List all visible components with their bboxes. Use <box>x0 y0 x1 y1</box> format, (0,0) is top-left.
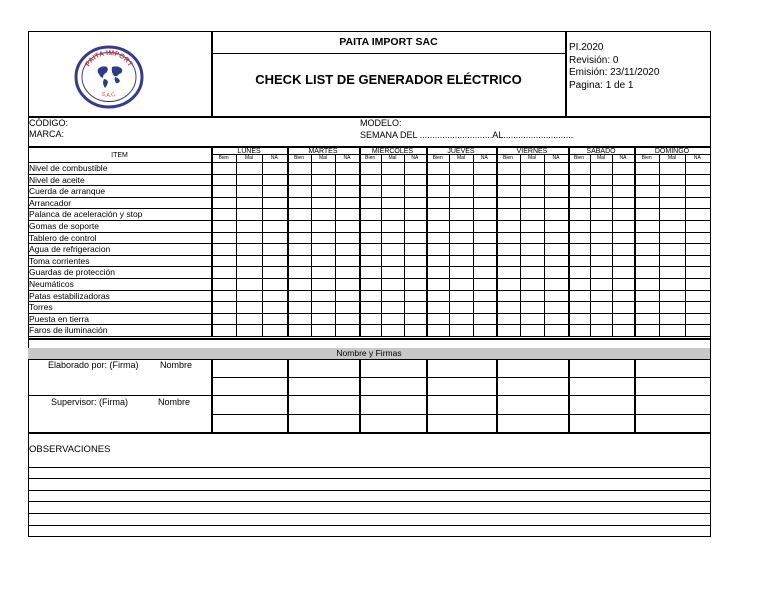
item-row-line <box>28 301 710 302</box>
checklist-item: Puesta en tierra <box>29 313 90 324</box>
day-header: MIERCOLES <box>371 148 414 155</box>
supervisor-label: Supervisor: (Firma) <box>51 397 129 407</box>
checklist-item: Patas estabilizadoras <box>29 290 110 301</box>
sub-header: Mal <box>667 155 677 161</box>
observation-line <box>28 467 710 468</box>
sub-header: Mal <box>456 155 466 161</box>
checklist-item: Neumáticos <box>29 279 74 289</box>
elaborado-label: Elaborado por: (Firma) <box>48 360 139 370</box>
item-row-line <box>28 278 710 279</box>
supervisor-nombre-label: Nombre <box>158 397 191 407</box>
checklist-item: Torres <box>29 302 53 313</box>
day-header: DOMINGO <box>654 148 690 155</box>
observation-line <box>28 513 710 514</box>
sub-header: NA <box>619 155 627 161</box>
checklist-item: Gomas de soporte <box>29 221 99 231</box>
item-row-line <box>28 243 710 244</box>
checklist-item: Nivel de aceite <box>29 174 85 185</box>
sub-header: Bien <box>573 155 584 161</box>
signature-row-line <box>211 377 710 378</box>
table-bottom-line <box>28 338 710 340</box>
sub-column-line <box>449 154 450 336</box>
checklist-item: Faros de iluminación <box>29 325 108 336</box>
sub-column-line <box>544 154 545 336</box>
day-header: MARTES <box>308 148 338 155</box>
signatures-title: Nombre y Firmas <box>336 348 402 358</box>
semana-label: SEMANA DEL .............................AL............................ <box>360 130 574 140</box>
sub-column-line <box>311 154 312 336</box>
item-row-line <box>28 266 710 267</box>
item-header: ITEM <box>111 152 128 159</box>
sub-header: Mal <box>527 155 537 161</box>
modelo-label: MODELO: <box>360 118 402 128</box>
sub-header: NA <box>480 155 488 161</box>
elaborado-nombre-label: Nombre <box>160 360 193 370</box>
sub-column-line <box>659 154 660 336</box>
sub-header: Bien <box>502 155 513 161</box>
sub-header: Bien <box>293 155 304 161</box>
sub-header: Bien <box>218 155 229 161</box>
checklist-item: Guardas de protección <box>29 267 115 278</box>
checklist-form <box>28 31 711 537</box>
checklist-item: Agua de refrigeracion <box>29 244 111 255</box>
sub-column-line <box>262 154 263 336</box>
observation-line <box>28 478 710 479</box>
item-row-line <box>28 220 710 221</box>
item-row-line <box>28 313 710 314</box>
marca-label: MARCA: <box>29 129 65 139</box>
sub-header: NA <box>343 155 351 161</box>
item-row-line <box>28 185 710 186</box>
sub-column-line <box>381 154 382 336</box>
logo-text-bottom: S.A.C. <box>100 91 118 99</box>
sub-header: Mal <box>244 155 254 161</box>
sub-column-line <box>236 154 237 336</box>
sub-column-line <box>520 154 521 336</box>
sub-column-line <box>590 154 591 336</box>
item-row-line <box>28 197 710 198</box>
observation-line <box>28 490 710 491</box>
codigo-label: CÓDIGO: <box>29 118 69 128</box>
signature-bottom-line <box>28 432 710 434</box>
day-header: SABADO <box>586 148 616 155</box>
checklist-item: Nivel de combustible <box>29 163 108 173</box>
sub-header: NA <box>693 155 701 161</box>
observations-title: OBSERVACIONES <box>29 444 111 455</box>
checklist-grid <box>28 31 710 537</box>
sub-column-line <box>335 154 336 336</box>
form-title: CHECK LIST DE GENERADOR ELÉCTRICO <box>255 72 522 87</box>
checklist-item: Tablero de control <box>29 232 97 243</box>
doc-code: PI.2020 <box>569 42 604 53</box>
item-row-line <box>28 255 710 256</box>
sub-header: Mal <box>596 155 606 161</box>
signature-row-line <box>28 395 710 396</box>
sub-header: Mal <box>318 155 328 161</box>
checklist-item: Cuerda de arranque <box>29 186 106 197</box>
item-row-line <box>28 232 710 233</box>
sub-header: Bien <box>432 155 443 161</box>
signature-row-line <box>211 414 710 415</box>
item-row-line <box>28 324 710 325</box>
item-row-line <box>28 336 710 337</box>
sub-header: Bien <box>365 155 376 161</box>
header-row-line <box>211 154 710 155</box>
checklist-item: Arrancador <box>29 197 72 208</box>
sub-column-line <box>612 154 613 336</box>
sub-column-line <box>473 154 474 336</box>
day-header: VIERNES <box>516 148 548 155</box>
sub-header: NA <box>411 155 419 161</box>
checklist-item: Palanca de aceleración y stop <box>29 209 143 220</box>
item-row-line <box>28 290 710 291</box>
item-row-line <box>28 174 710 175</box>
sub-header: NA <box>270 155 278 161</box>
observation-line <box>28 501 710 502</box>
observation-line <box>28 525 710 526</box>
sub-header: Bien <box>641 155 652 161</box>
sub-header: NA <box>552 155 560 161</box>
emission-date: Emisión: 23/11/2020 <box>569 67 660 78</box>
checklist-item: Toma corrientes <box>29 255 90 266</box>
page-number: Pagina: 1 de 1 <box>569 80 634 91</box>
day-header: JUEVES <box>447 148 475 155</box>
logo-text-top: PAITA IMPORT <box>84 49 134 68</box>
revision: Revisión: 0 <box>569 55 619 66</box>
company-name: PAITA IMPORT SAC <box>339 36 438 48</box>
day-header: LUNES <box>237 148 261 155</box>
sub-column-line <box>685 154 686 336</box>
sub-header: Mal <box>388 155 397 161</box>
sub-column-line <box>404 154 405 336</box>
header-row-line <box>28 162 710 163</box>
